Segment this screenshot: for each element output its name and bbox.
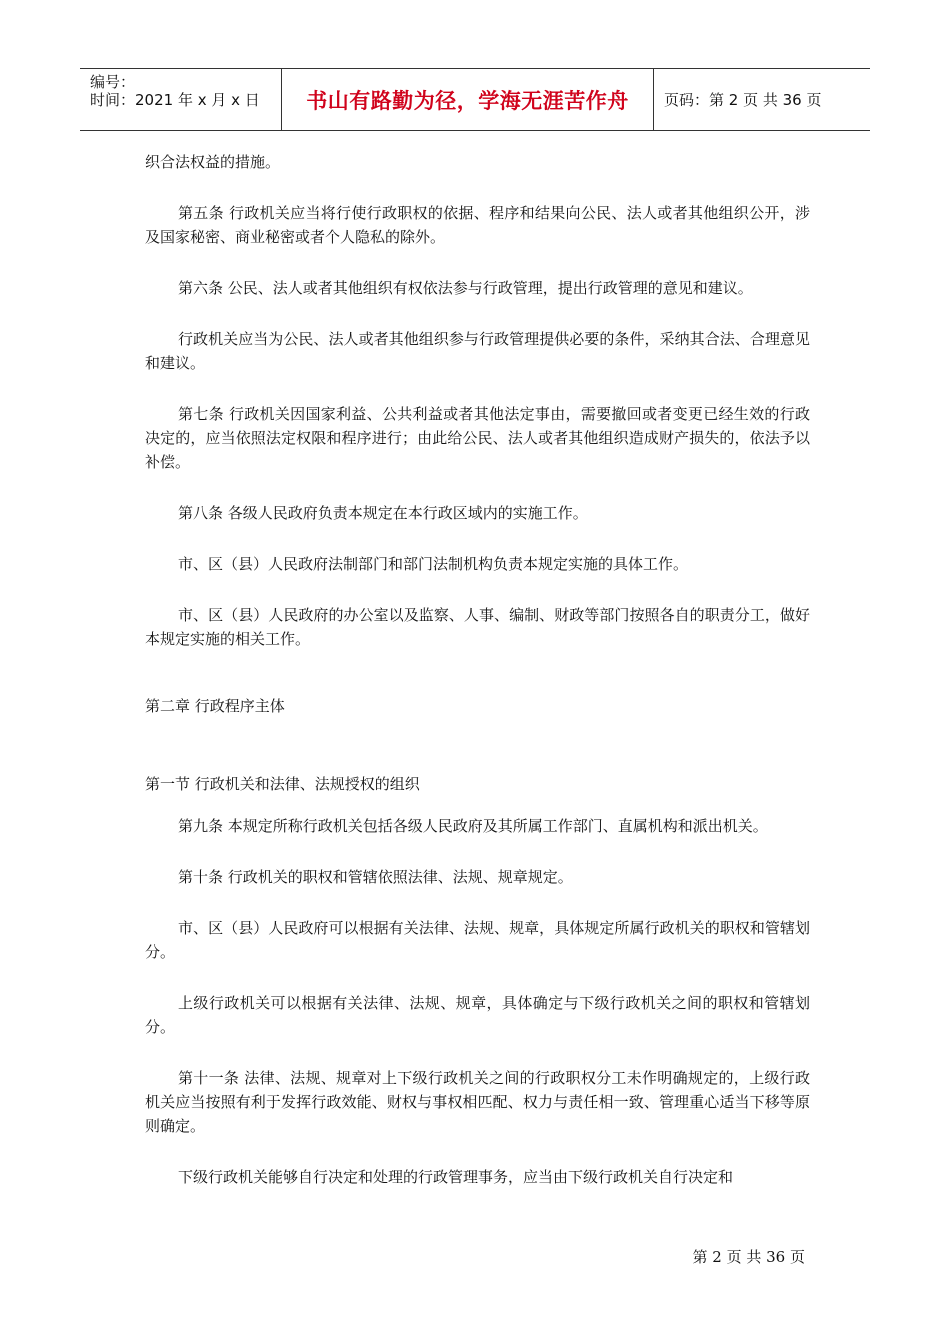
document-body xyxy=(145,150,810,1216)
article-9: 第九条 本规定所称行政机关包括各级人民政府及其所属工作部门、直属机构和派出机关。 xyxy=(178,817,768,835)
paragraph: 织合法权益的措施。 xyxy=(145,153,281,171)
header-page-code: 页码：第 2 页 共 36 页 xyxy=(664,91,822,109)
document-number-label: 编号： xyxy=(90,73,136,91)
paragraph: 上级行政机关可以根据有关法律、法规、规章，具体确定与下级行政机关之间的职权和管辖划分。 xyxy=(145,994,810,1036)
header-motto: 书山有路勤为径，学海无涯苦作舟 xyxy=(306,88,629,113)
paragraph: 市、区（县）人民政府可以根据有关法律、法规、规章，具体规定所属行政机关的职权和管辖划分。 xyxy=(145,919,810,961)
article-11: 第十一条 法律、法规、规章对上下级行政机关之间的行政职权分工未作明确规定的，上级行政机关应当按照有利于发挥行政效能、财权与事权相匹配、权力与责任相一致、管理重心适当下移等原则确定。 xyxy=(145,1069,810,1135)
header-motto-cell xyxy=(282,69,654,130)
article-8: 第八条 各级人民政府负责本规定在本行政区域内的实施工作。 xyxy=(178,504,588,522)
article-10: 第十条 行政机关的职权和管辖依照法律、法规、规章规定。 xyxy=(178,868,573,886)
chapter-heading: 第二章 行政程序主体 xyxy=(145,697,285,715)
article-6: 第六条 公民、法人或者其他组织有权依法参与行政管理，提出行政管理的意见和建议。 xyxy=(178,279,753,297)
article-5: 第五条 行政机关应当将行使行政职权的依据、程序和结果向公民、法人或者其他组织公开，涉及国家秘密、商业秘密或者个人隐私的除外。 xyxy=(145,204,810,246)
paragraph: 行政机关应当为公民、法人或者其他组织参与行政管理提供必要的条件，采纳其合法、合理意见和建议。 xyxy=(145,330,810,372)
article-7: 第七条 行政机关因国家利益、公共利益或者其他法定事由，需要撤回或者变更已经生效的行政决定的，应当依照法定权限和程序进行；由此给公民、法人或者其他组织造成财产损失的，依法予以补偿。 xyxy=(145,405,810,471)
page-footer: 第 2 页 共 36 页 xyxy=(692,1248,805,1266)
paragraph: 市、区（县）人民政府法制部门和部门法制机构负责本规定实施的具体工作。 xyxy=(178,555,689,573)
section-heading: 第一节 行政机关和法律、法规授权的组织 xyxy=(145,775,420,793)
page-header xyxy=(80,68,870,131)
paragraph: 下级行政机关能够自行决定和处理的行政管理事务，应当由下级行政机关自行决定和 xyxy=(178,1168,734,1186)
header-page-cell xyxy=(654,69,870,130)
document-date-label: 时间：2021 年 x 月 x 日 xyxy=(90,91,260,109)
header-info-cell xyxy=(80,69,282,130)
paragraph: 市、区（县）人民政府的办公室以及监察、人事、编制、财政等部门按照各自的职责分工，做好本规定实施的相关工作。 xyxy=(145,606,810,648)
